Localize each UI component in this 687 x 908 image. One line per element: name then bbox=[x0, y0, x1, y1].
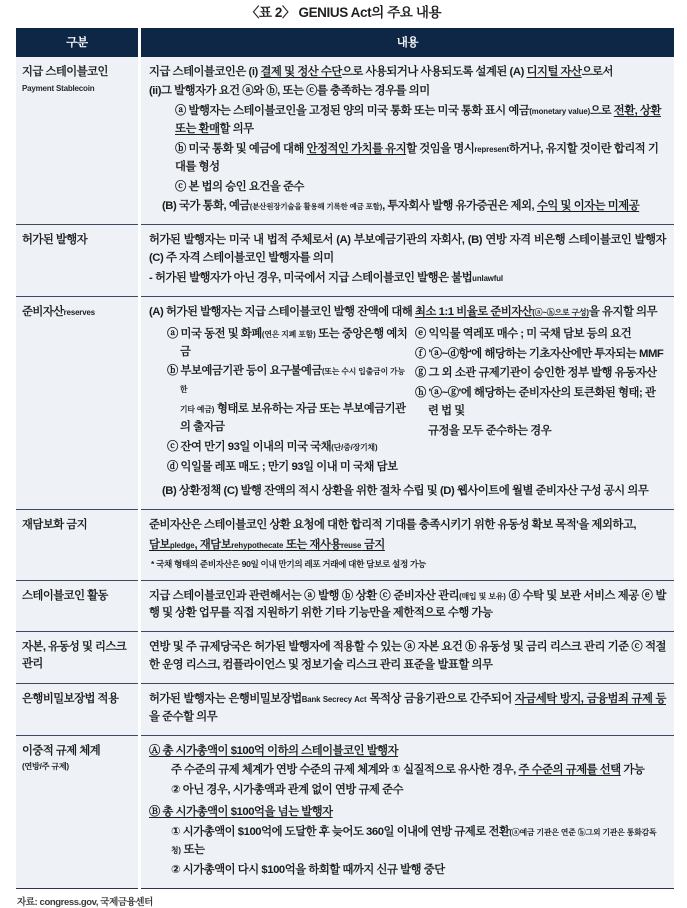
definition-line-1 bbox=[149, 64, 666, 82]
row-label-no-rehypothecation bbox=[16, 510, 140, 580]
text-underline: 주 수준의 규제를 선택 bbox=[518, 764, 621, 777]
text-underline: , 재담보 bbox=[194, 539, 232, 552]
regime-b-item-1 bbox=[149, 824, 666, 860]
text-fragment: 지급 스테이블코인은 (i) bbox=[149, 65, 261, 78]
text-en-gloss: (ⓐ예금 기관은 연준 ⓑ그외 기관은 통화감독청) bbox=[171, 827, 657, 855]
text-fragment: 으로서 bbox=[581, 65, 613, 78]
text-en-gloss: pledge bbox=[169, 541, 195, 551]
row-label-reserves bbox=[16, 296, 140, 509]
row-label-dual-regulatory-regime bbox=[16, 735, 140, 888]
reserve-list-left bbox=[149, 326, 409, 479]
text-fragment: 을 유지할 의무 bbox=[588, 305, 658, 318]
row-label-capital-liquidity-risk bbox=[16, 632, 140, 684]
text-en-gloss: unlawful bbox=[472, 273, 503, 283]
text-fragment: - 허가된 발행자가 아닌 경우, 미국에서 지급 스테이블코인 발행은 불법 bbox=[149, 271, 473, 284]
table-body bbox=[16, 57, 674, 888]
definition-line-2: (ii)그 발행자가 요건 ⓐ와 ⓑ, 또는 ⓒ를 충족하는 경우를 의미 bbox=[149, 85, 430, 98]
issuer-note bbox=[149, 270, 666, 288]
rehypothecation-footnote: * 국채 형태의 준비자산은 90일 이내 만기의 레포 거래에 대한 담보로 설정 가능 bbox=[151, 558, 426, 569]
text-fragment: ⓑ 미국 통화 및 예금에 대해 bbox=[175, 142, 307, 155]
genius-act-table bbox=[16, 28, 674, 889]
table-row bbox=[16, 632, 674, 684]
text-en-gloss: (단/중/장기채) bbox=[331, 442, 378, 452]
regime-a-heading: Ⓐ 총 시가총액이 $100억 이하의 스테이블코인 발행자 bbox=[149, 744, 399, 757]
exclusion-line bbox=[149, 198, 666, 216]
text-fragment: ⓑ 부보예금기관 등이 요구불예금 bbox=[167, 365, 322, 378]
row-label-ko: 지급 스테이블코인 bbox=[22, 65, 108, 78]
reserve-item: ⓓ 익일물 레포 매도 ; 만기 93일 이내 미 국채 담보 bbox=[167, 460, 398, 473]
reserve-item: ⓔ 익익물 역레포 매수 ; 미 국채 담보 등의 요건 bbox=[415, 327, 632, 340]
table-row bbox=[16, 735, 674, 888]
reserve-item bbox=[167, 439, 409, 457]
text-en-gloss: Bank Secrecy Act bbox=[301, 694, 367, 704]
row-label-ko: 재담보화 금지 bbox=[22, 519, 88, 532]
text-fragment: ① 시가총액이 $100억에 도달한 후 늦어도 360일 이내에 연방 규제로 전환 bbox=[171, 825, 510, 838]
table-row bbox=[16, 296, 674, 509]
activities-line bbox=[149, 588, 666, 624]
reserve-list-right bbox=[409, 326, 664, 479]
text-underline: 결제 및 정산 수단 bbox=[260, 65, 342, 78]
row-content-stablecoin-activities bbox=[140, 580, 675, 632]
text-fragment: 가능 bbox=[620, 764, 645, 777]
text-underline: 안정적인 가치를 유지 bbox=[306, 142, 407, 155]
text-fragment: 하거나, 유지할 것이란 합리적 기대를 형성 bbox=[175, 142, 659, 173]
row-label-ko: 스테이블코인 활동 bbox=[22, 589, 108, 602]
condition-c: ⓒ 본 법의 승인 요건을 준수 bbox=[175, 180, 304, 193]
row-label-ko: 이중적 규제 체계 bbox=[22, 744, 101, 757]
rehypothecation-line-1: 준비자산은 스테이블코인 상환 요청에 대한 합리적 기대를 충족시키기 위한 유동성 확보 목적'을 제외하고, bbox=[149, 519, 637, 532]
table-row bbox=[16, 510, 674, 580]
text-en-gloss: reuse bbox=[340, 541, 362, 551]
issuer-definition: 허가된 발행자는 미국 내 법적 주체로서 (A) 부보예금기관의 자회사, (B) 연방 자격 비은행 스테이블코인 발행자 (C) 주 자격 스테이블코인 발행자를 의미 bbox=[149, 234, 666, 265]
text-en-gloss: 기타 예금) bbox=[180, 405, 215, 415]
text-fragment: 으로 사용되거나 사용되도록 설계된 (A) bbox=[341, 65, 527, 78]
text-fragment: 을 준수할 의무 bbox=[149, 710, 218, 723]
reserve-item bbox=[167, 326, 409, 362]
text-underline: 금지 bbox=[361, 539, 385, 552]
row-label-permitted-issuer bbox=[16, 225, 140, 297]
reserve-requirement bbox=[149, 304, 666, 322]
row-label-ko: 자본, 유동성 및 리스크 관리 bbox=[22, 641, 127, 670]
row-label-stablecoin-activities bbox=[16, 580, 140, 632]
header-row bbox=[16, 28, 674, 57]
reserve-item: ⓕ 'ⓐ~ⓓ항'에 해당하는 기초자산에만 투자되는 MMF bbox=[415, 347, 664, 360]
text-fragment: ⓐ 미국 동전 및 화폐 bbox=[167, 327, 262, 340]
text-en-gloss: (monetary value) bbox=[529, 107, 591, 117]
row-content-dual-regulatory-regime bbox=[140, 735, 675, 888]
text-fragment: 지급 스테이블코인과 관련해서는 ⓐ 발행 ⓑ 상환 ⓒ 준비자산 관리 bbox=[149, 589, 460, 602]
text-fragment: 할 의무 bbox=[219, 123, 254, 136]
text-fragment: (B) 국가 통화, 예금 bbox=[162, 200, 250, 213]
row-label-ko: 준비자산 bbox=[22, 305, 64, 318]
text-underline: 최소 1:1 비율로 bbox=[415, 305, 491, 318]
table-header bbox=[16, 28, 674, 57]
table-row bbox=[16, 225, 674, 297]
reserve-item: ⓗ 'ⓐ~ⓖ'에 해당하는 준비자산의 토큰화된 형태; 관련 법 및 bbox=[415, 387, 656, 418]
header-cell-content: 내용 bbox=[140, 28, 675, 57]
text-underline: 담보 bbox=[149, 539, 170, 552]
regime-b-heading: Ⓑ 총 시가총액이 $100억을 넘는 발행자 bbox=[149, 806, 333, 819]
text-underline: 디지털 자산 bbox=[526, 65, 582, 78]
row-content-capital-liquidity-risk bbox=[140, 632, 675, 684]
text-fragment: , 투자회사 발행 유가증권은 제외, bbox=[382, 200, 537, 213]
text-fragment: (A) 허가된 발행자는 지급 스테이블코인 발행 잔액에 대해 bbox=[149, 305, 416, 318]
row-content-bank-secrecy-act bbox=[140, 683, 675, 735]
text-fragment: ⓒ 잔여 만기 93일 이내의 미국 국채 bbox=[167, 440, 332, 453]
condition-b bbox=[149, 141, 666, 177]
text-fragment: 할 것임을 명시 bbox=[406, 142, 475, 155]
regime-b-item-2: ② 시가총액이 다시 $100억을 하회할 때까지 신규 발행 중단 bbox=[171, 863, 445, 876]
reserve-item-continued: 규정을 모두 준수하는 경우 bbox=[428, 424, 552, 437]
source-note: 자료: congress.gov, 국제금융센터 bbox=[17, 896, 153, 908]
row-label-ko: 허가된 발행자 bbox=[22, 234, 88, 247]
table-row bbox=[16, 683, 674, 735]
table-row bbox=[16, 57, 674, 225]
text-en-gloss: (ⓐ~ⓗ으로 구성) bbox=[532, 307, 589, 317]
row-label-en: Payment Stablecoin bbox=[22, 83, 95, 93]
reserve-item: ⓖ 그 외 소관 규제기관이 승인한 정부 발행 유동자산 bbox=[415, 367, 657, 380]
row-label-ko: 은행비밀보장법 적용 bbox=[22, 692, 119, 705]
page-title: 〈표 2〉 GENIUS Act의 주요 내용 bbox=[245, 5, 442, 20]
text-fragment: 또는 중앙은행 예치금 bbox=[180, 327, 408, 358]
text-en-gloss: represent bbox=[474, 144, 509, 154]
reserve-asset-list bbox=[149, 326, 666, 479]
text-underline: 자금세탁 방지, 금융범죄 규제 등 bbox=[514, 692, 666, 705]
text-en-gloss: (연은 지폐 포함) bbox=[261, 329, 316, 339]
text-fragment: 주 수준의 규제 체계가 연방 수준의 규제 체계와 ① 실질적으로 유사한 경우, bbox=[171, 764, 519, 777]
header-cell-category: 구분 bbox=[16, 28, 140, 57]
text-fragment: 또는 bbox=[180, 843, 205, 856]
regime-a-item-1 bbox=[149, 762, 666, 780]
row-label-bank-secrecy-act bbox=[16, 683, 140, 735]
row-label-en: reserves bbox=[63, 307, 95, 317]
text-underline: 전환, 상환 또는 환매 bbox=[175, 105, 661, 136]
row-label-payment-stablecoin bbox=[16, 57, 140, 225]
text-fragment: 형태로 보유하는 자금 또는 부보예금기관의 출자금 bbox=[180, 403, 406, 433]
row-content-payment-stablecoin bbox=[140, 57, 675, 225]
text-underline: 준비자산 bbox=[490, 305, 533, 318]
text-en-gloss: rehypothecate bbox=[231, 541, 284, 551]
row-content-no-rehypothecation bbox=[140, 510, 675, 580]
bsa-line bbox=[149, 691, 666, 727]
reserve-item bbox=[167, 363, 409, 399]
text-fragment: ⓓ 수탁 및 보관 서비스 제공 ⓔ 발행 및 상환 업무를 직접 지원하기 위한 기타 기능만을 제한적으로 수행 가능 bbox=[149, 589, 666, 620]
capital-risk-line: 연방 및 주 규제당국은 허가된 발행자에 적용할 수 있는 ⓐ 자본 요건 ⓑ 유동성 및 금리 리스크 관리 기준 ⓒ 적절한 운영 리스크, 컴플라이언스 및 정보기술 리스크 관리 표준을 발표할 의무 bbox=[149, 641, 666, 672]
reserve-disclosure: (B) 상환정책 (C) 발행 잔액의 적시 상환을 위한 절차 수립 및 (D) 웹사이트에 월별 준비자산 구성 공시 의무 bbox=[162, 485, 649, 498]
text-underline: 수익 및 이자는 미제공 bbox=[536, 200, 640, 213]
rehypothecation-line-2 bbox=[149, 537, 666, 555]
text-en-gloss: (또는 수시 입출금이 가능한 bbox=[180, 367, 405, 395]
text-fragment: 으로 bbox=[590, 105, 614, 118]
text-fragment: 목적상 금융기관으로 간주되어 bbox=[366, 692, 515, 705]
condition-a bbox=[149, 103, 666, 139]
text-underline: 또는 재사용 bbox=[283, 539, 341, 552]
text-en-gloss: (분산원장기술을 활용해 기록한 예금 포함) bbox=[249, 202, 383, 212]
row-content-permitted-issuer bbox=[140, 225, 675, 297]
row-label-sub: (연방/주 규제) bbox=[22, 761, 69, 771]
text-en-gloss: (매입 및 보유) bbox=[459, 591, 506, 601]
row-content-reserves bbox=[140, 296, 675, 509]
text-fragment: ⓐ 발행자는 스테이블코인을 고정된 양의 미국 통화 또는 미국 통화 표시 예금 bbox=[175, 105, 530, 118]
table-row bbox=[16, 580, 674, 632]
text-fragment: 허가된 발행자는 은행비밀보장법 bbox=[149, 692, 302, 705]
regime-a-item-2: ② 아닌 경우, 시가총액과 관계 없이 연방 규제 준수 bbox=[171, 784, 404, 797]
reserve-item-continued bbox=[167, 401, 409, 437]
